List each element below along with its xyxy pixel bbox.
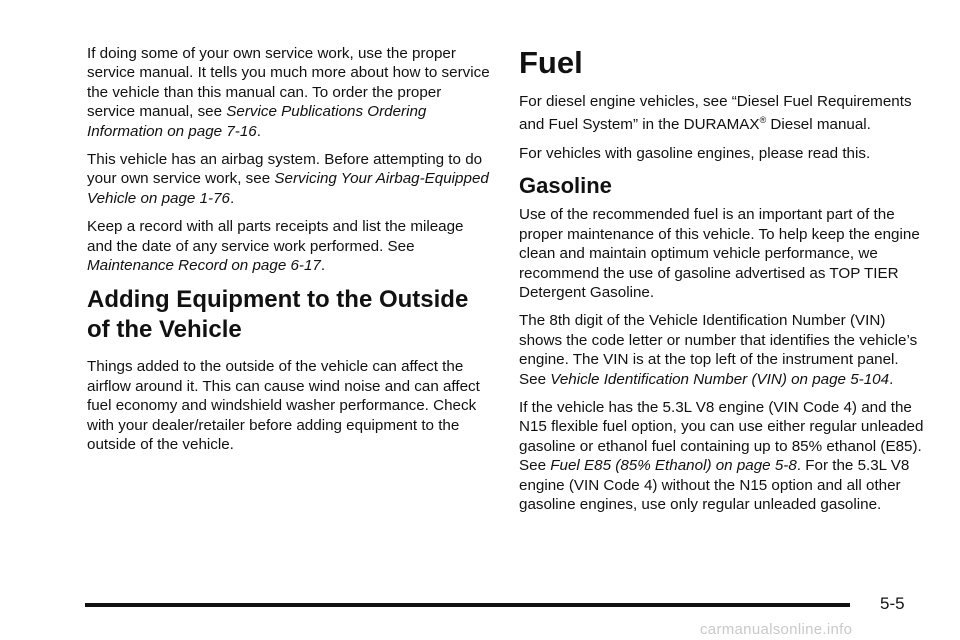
left-column	[87, 44, 492, 464]
service-manual-paragraph: If doing some of your own service work, use the proper service manual. It tells you much more about how to service the vehicle than this manual can. To order the proper service manual, see Service Publications Ordering Information on page 7-16.	[87, 45, 490, 140]
adding-equipment-paragraph: Things added to the outside of the vehicle can affect the airflow around it. This can cause wind noise and can affect fuel economy and windshield washer performance. Check with your dealer/retailer before adding equipment to the outside of the vehicle.	[87, 358, 480, 454]
footer-rule	[85, 603, 850, 607]
registered-mark: ®	[759, 115, 767, 126]
service-publications-link[interactable]: Service Publications Ordering Information on page 7-16	[87, 103, 427, 140]
page-number: 5-5	[880, 594, 905, 613]
maintenance-record-link[interactable]: Maintenance Record on page 6-17	[87, 257, 321, 275]
diesel-paragraph: For diesel engine vehicles, see “Diesel Fuel Requirements and Fuel System” in the DURAMAX® Diesel manual.	[519, 93, 912, 134]
fuel-heading: Fuel	[519, 45, 583, 80]
right-column	[519, 44, 927, 523]
gasoline-heading: Gasoline	[519, 173, 612, 199]
watermark: carmanualsonline.info	[700, 621, 853, 638]
maintenance-record-paragraph: Keep a record with all parts receipts and list the mileage and the date of any service work performed. See Maintenance Record on page 6-17.	[87, 218, 464, 275]
fuel-e85-link[interactable]: Fuel E85 (85% Ethanol) on page 5-8	[550, 457, 797, 475]
gasoline-intro-paragraph: For vehicles with gasoline engines, please read this.	[519, 144, 871, 162]
airbag-paragraph: This vehicle has an airbag system. Before attempting to do your own service work, see Servicing Your Airbag-Equipped Vehicle on page 1-76.	[87, 151, 489, 207]
adding-equipment-heading: Adding Equipment to the Outside of the Vehicle	[87, 286, 469, 344]
vin-paragraph: The 8th digit of the Vehicle Identification Number (VIN) shows the code letter or number that identifies the vehicle’s engine. The VIN is at the top left of the instrument panel. See Vehicle Identification Number (VIN) on page 5-104.	[519, 312, 918, 388]
servicing-airbag-link[interactable]: Servicing Your Airbag-Equipped Vehicle on page 1-76	[87, 170, 489, 207]
recommended-fuel-paragraph: Use of the recommended fuel is an important part of the proper maintenance of this vehicle. To help keep the engine clean and maintain optimum vehicle performance, we recommend the use of gasoline advertised as TOP TIER Detergent Gasoline.	[519, 206, 920, 301]
vin-link[interactable]: Vehicle Identification Number (VIN) on page 5-104	[550, 370, 890, 388]
flex-fuel-paragraph: If the vehicle has the 5.3L V8 engine (VIN Code 4) and the N15 flexible fuel option, you can use either regular unleaded gasoline or ethanol fuel containing up to 85% ethanol (E85). See Fuel E85 (85% Ethanol) on page 5-8. For the 5.3L V8 engine (VIN Code 4) without the N15 option and all other gasoline engines, use only regular unleaded gasoline.	[519, 398, 924, 513]
